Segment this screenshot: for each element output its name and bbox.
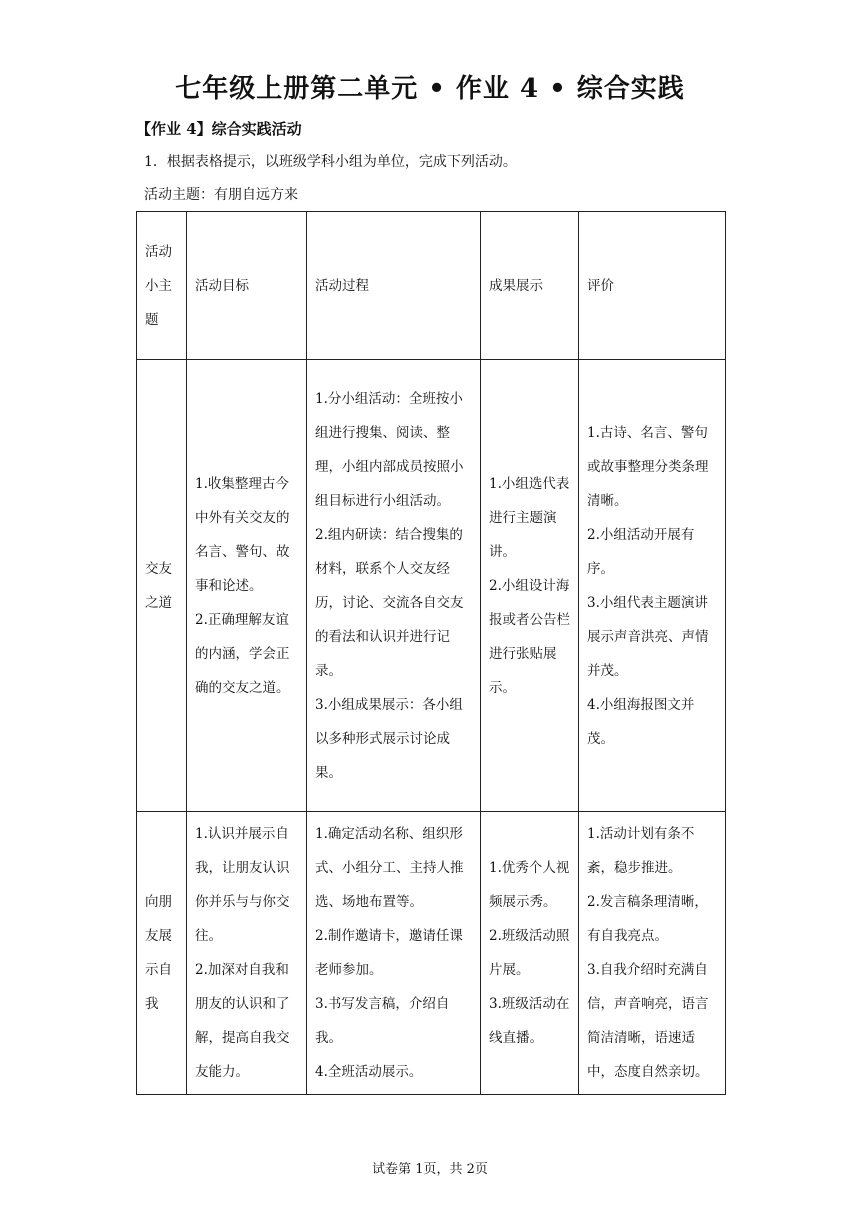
page-footer: 试卷第 1页，共 2页 — [372, 1162, 488, 1177]
evaluation-cell — [579, 812, 726, 1095]
goal-item: 2.正确理解友谊的内涵，学会正确的交友之道。 — [195, 611, 290, 696]
activity-table — [136, 211, 726, 1095]
page-title: 七年级上册第二单元 • 作业 4 • 综合实践 — [175, 74, 685, 104]
evaluation-item: 2.发言稿条理清晰，有自我亮点。 — [587, 894, 708, 944]
header-cell-process: 活动过程 — [307, 212, 481, 360]
activity-theme: 活动主题：有朋自远方来 — [144, 187, 298, 203]
goal-cell — [187, 360, 307, 812]
result-item: 1.小组选代表进行主题演讲。 — [489, 475, 570, 560]
result-item: 2.小组设计海报或者公告栏进行张贴展示。 — [489, 577, 570, 696]
goal-cell — [187, 812, 307, 1095]
evaluation-item: 2.小组活动开展有序。 — [587, 526, 695, 577]
table-row — [137, 812, 726, 1095]
header-cell-result: 成果展示 — [481, 212, 579, 360]
evaluation-item: 4.小组海报图文并茂。 — [587, 696, 695, 747]
process-item: 1.确定活动名称、组织形式、小组分工、主持人推选、场地布置等。 — [315, 826, 464, 910]
evaluation-item: 1.古诗、名言、警句或故事整理分类条理清晰。 — [587, 424, 709, 509]
evaluation-item: 3.小组代表主题演讲展示声音洪亮、声情并茂。 — [587, 594, 709, 679]
goal-item: 1.收集整理古今中外有关交友的名言、警句、故事和论述。 — [195, 475, 290, 594]
header-cell-topic: 活动小主题 — [137, 212, 187, 360]
topic-cell: 交友之道 — [137, 360, 187, 812]
result-item: 2.班级活动照片展。 — [489, 928, 570, 978]
process-cell — [307, 812, 481, 1095]
goal-item: 1.认识并展示自我，让朋友认识你并乐与与你交往。 — [195, 826, 290, 944]
process-item: 2.组内研读：结合搜集的材料，联系个人交友经历，讨论、交流各自交友的看法和认识并进行记录。 — [315, 526, 464, 679]
topic-cell: 向朋友展示自我 — [137, 812, 187, 1095]
header-cell-goal: 活动目标 — [187, 212, 307, 360]
instruction-text: 1．根据表格提示，以班级学科小组为单位，完成下列活动。 — [144, 154, 517, 170]
process-item: 4.全班活动展示。 — [315, 1064, 423, 1080]
process-item: 3.书写发言稿，介绍自我。 — [315, 996, 450, 1046]
result-item: 1.优秀个人视频展示秀。 — [489, 860, 570, 910]
result-cell — [481, 812, 579, 1095]
header-cell-evaluation: 评价 — [579, 212, 726, 360]
section-heading: 【作业 4】综合实践活动 — [136, 120, 302, 138]
process-item: 2.制作邀请卡，邀请任课老师参加。 — [315, 928, 463, 978]
evaluation-cell — [579, 360, 726, 812]
result-item: 3.班级活动在线直播。 — [489, 996, 570, 1046]
goal-item: 2.加深对自我和朋友的认识和了解，提高自我交友能力。 — [195, 962, 290, 1080]
table-row — [137, 360, 726, 812]
process-cell — [307, 360, 481, 812]
evaluation-item: 3.自我介绍时充满自信，声音响亮，语言简洁清晰，语速适中，态度自然亲切。 — [587, 962, 709, 1080]
result-cell — [481, 360, 579, 812]
evaluation-item: 1.活动计划有条不紊，稳步推进。 — [587, 826, 695, 876]
process-item: 3.小组成果展示：各小组以多种形式展示讨论成果。 — [315, 696, 463, 781]
table-header-row — [137, 212, 726, 360]
process-item: 1.分小组活动：全班按小组进行搜集、阅读、整理，小组内部成员按照小组目标进行小组活动。 — [315, 390, 464, 509]
